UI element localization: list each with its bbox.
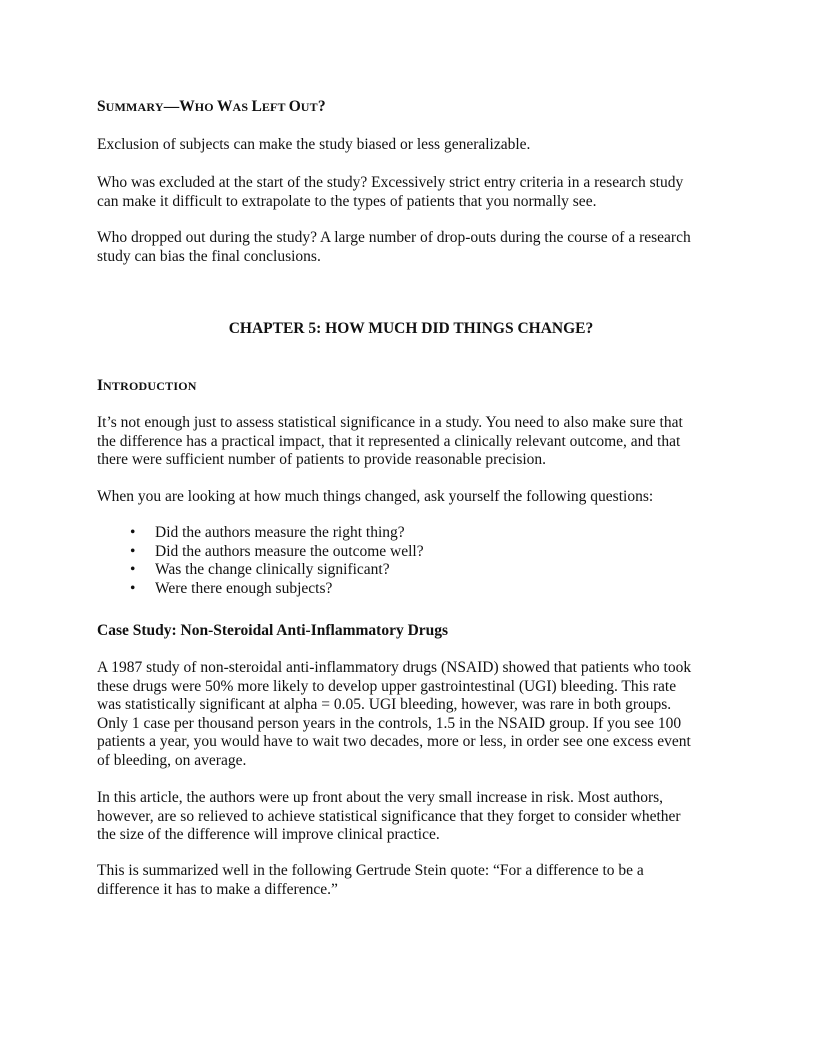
bullet-icon: • [130, 561, 136, 579]
text-line: Only 1 case per thousand person years in the controls, 1.5 in the NSAID group. If you see 100 [97, 714, 682, 732]
list-item-text: Did the authors measure the right thing? [155, 524, 405, 541]
text-line: of bleeding, on average. [97, 751, 247, 769]
case-study-heading: Case Study: Non-Steroidal Anti-Inflammatory Drugs [97, 622, 449, 639]
summary-heading-part: WAS [217, 98, 252, 115]
text-line: the difference has a practical impact, that it represented a clinically relevant outcome, and that [97, 432, 681, 450]
text-line: A 1987 study of non-steroidal anti-inflammatory drugs (NSAID) showed that patients who took [97, 659, 692, 676]
list-item [97, 580, 697, 599]
summary-heading-part: OUT [288, 98, 318, 115]
text-line: there were sufficient number of patients to provide reasonable precision. [97, 451, 547, 469]
case-study-paragraph-quote [97, 862, 737, 899]
summary-heading-part: —WHO [163, 98, 218, 115]
text-line: It’s not enough just to assess statistical significance in a study. You need to also make sure that [97, 414, 683, 431]
bullet-icon: • [130, 579, 136, 597]
list-item [97, 561, 697, 580]
list-item [97, 524, 697, 543]
text-line: Who dropped out during the study? A large number of drop-outs during the course of a research [97, 229, 691, 246]
summary-heading-part: ? [317, 98, 326, 115]
summary-paragraph-exclusion: Exclusion of subjects can make the study biased or less generalizable. [97, 136, 531, 153]
summary-paragraph-dropouts [97, 229, 737, 266]
chapter-title: CHAPTER 5: HOW MUCH DID THINGS CHANGE? [228, 320, 594, 337]
text-line: patients a year, you would have to wait two decades, more or less, in order see one excess event [97, 733, 691, 751]
list-item-text: Were there enough subjects? [155, 579, 333, 597]
summary-heading-part: LEFT [251, 98, 289, 115]
text-line: was statistically significant at alpha = 0.05. UGI bleeding, however, was rare in both groups. [97, 696, 672, 714]
list-item-text: Did the authors measure the outcome well? [155, 542, 424, 560]
introduction-paragraph [97, 414, 737, 470]
text-line: In this article, the authors were up front about the very small increase in risk. Most authors, [97, 789, 664, 806]
summary-heading-part: SUMMARY [97, 98, 164, 115]
list-item-text: Was the change clinically significant? [155, 561, 390, 579]
text-line: This is summarized well in the following Gertrude Stein quote: “For a difference to be a [97, 862, 644, 879]
list-item [97, 543, 697, 562]
bullet-icon: • [130, 542, 136, 560]
text-line: the size of the difference will improve clinical practice. [97, 826, 440, 844]
text-line: can make it difficult to extrapolate to the types of patients that you normally see. [97, 192, 597, 210]
text-line: Who was excluded at the start of the study? Excessively strict entry criteria in a research study [97, 174, 684, 191]
text-line: however, are so relieved to achieve statistical significance that they forget to consider whether [97, 807, 681, 825]
introduction-heading: INTRODUCTION [97, 377, 197, 394]
summary-heading [97, 98, 737, 117]
questions-list [97, 524, 697, 598]
case-study-paragraph-authors [97, 789, 737, 845]
summary-paragraph-excluded-start [97, 174, 737, 211]
questions-intro: When you are looking at how much things changed, ask yourself the following questions: [97, 488, 654, 505]
text-line: difference it has to make a difference.” [97, 880, 338, 898]
bullet-icon: • [130, 524, 136, 541]
text-line: study can bias the final conclusions. [97, 247, 321, 265]
text-line: these drugs were 50% more likely to develop upper gastrointestinal (UGI) bleeding. This rate [97, 677, 677, 695]
case-study-paragraph-nsaid [97, 659, 737, 771]
